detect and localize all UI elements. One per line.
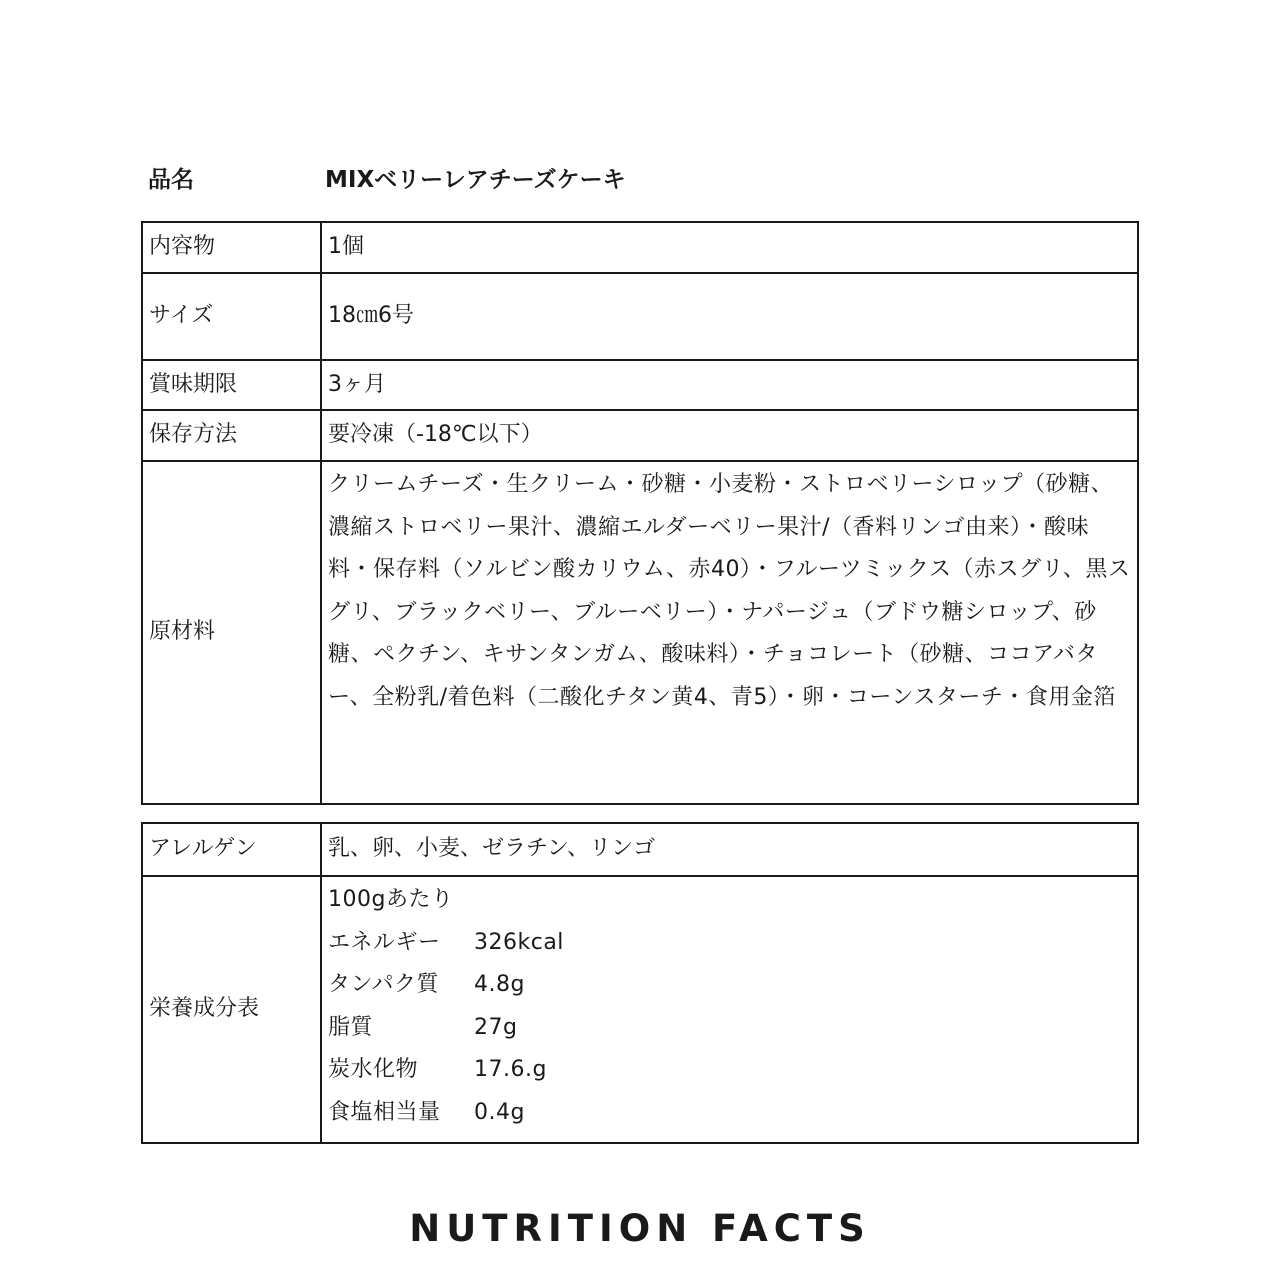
- product-name-row: [148, 160, 1148, 200]
- nutrition-row: [328, 1007, 1131, 1050]
- nutrition-item-value: 326kcal: [474, 929, 564, 955]
- table-row: [142, 461, 1138, 804]
- table-row: [142, 410, 1138, 461]
- table-row: [142, 876, 1138, 1143]
- product-info-table: [141, 221, 1139, 805]
- storage-value: 要冷凍（-18℃以下）: [321, 410, 1138, 461]
- table-row: [142, 823, 1138, 876]
- nutrition-item-name: エネルギー: [328, 929, 441, 955]
- nutrition-item-name: 脂質: [328, 1014, 374, 1040]
- nutrition-item-name: 炭水化物: [328, 1057, 419, 1082]
- table-row: [142, 360, 1138, 410]
- product-name-label: 品名: [148, 167, 194, 193]
- allergen-label: アレルゲン: [142, 823, 321, 876]
- nutrition-row: [328, 922, 1131, 965]
- product-name-value: MIXベリーレアチーズケーキ: [325, 167, 626, 193]
- ingredients-value: クリームチーズ・生クリーム・砂糖・小麦粉・ストロベリーシロップ（砂糖、濃縮ストロベリー果汁、濃縮エルダーベリー果汁/（香料リンゴ由来）・酸味料・保存料（ソルビン酸カリウム、赤40）・フルーツミックス（赤スグリ、黒スグリ、ブラックベリー、ブルーベリー）・ナパージュ（ブドウ糖シロップ、砂糖、ペクチン、キサンタンガム、酸味料）・チョコレート（砂糖、ココアバター、全粉乳/着色料（二酸化チタン黄4、青5）・卵・コーンスターチ・食用金箔: [321, 461, 1138, 804]
- ingredients-label: 原材料: [142, 461, 321, 804]
- nutrition-item-value: 4.8g: [474, 972, 525, 997]
- nutrition-item-value: 0.4g: [474, 1099, 525, 1125]
- allergen-value: 乳、卵、小麦、ゼラチン、リンゴ: [321, 823, 1138, 876]
- contents-value: 1個: [321, 222, 1138, 273]
- expiry-value: 3ヶ月: [321, 360, 1138, 410]
- expiry-label: 賞味期限: [142, 360, 321, 410]
- nutrition-row: [328, 964, 1131, 1007]
- nutrition-item-value: 17.6.g: [474, 1057, 547, 1082]
- size-value: 18㎝6号: [321, 273, 1138, 360]
- nutrition-item-name: タンパク質: [328, 972, 439, 997]
- table-row: [142, 222, 1138, 273]
- nutrition-label: 栄養成分表: [142, 876, 321, 1143]
- nutrition-row: [328, 1092, 1131, 1135]
- nutrition-values: [321, 876, 1138, 1143]
- nutrition-facts-title: NUTRITION FACTS: [409, 1207, 871, 1250]
- nutrition-row: [328, 1049, 1131, 1092]
- size-label: サイズ: [142, 273, 321, 360]
- storage-label: 保存方法: [142, 410, 321, 461]
- contents-label: 内容物: [142, 222, 321, 273]
- nutrition-item-name: 食塩相当量: [328, 1099, 441, 1125]
- nutrition-basis: 100gあたり: [328, 887, 454, 912]
- allergy-nutrition-table: [141, 822, 1139, 1144]
- nutrition-item-value: 27g: [474, 1014, 518, 1040]
- table-row: [142, 273, 1138, 360]
